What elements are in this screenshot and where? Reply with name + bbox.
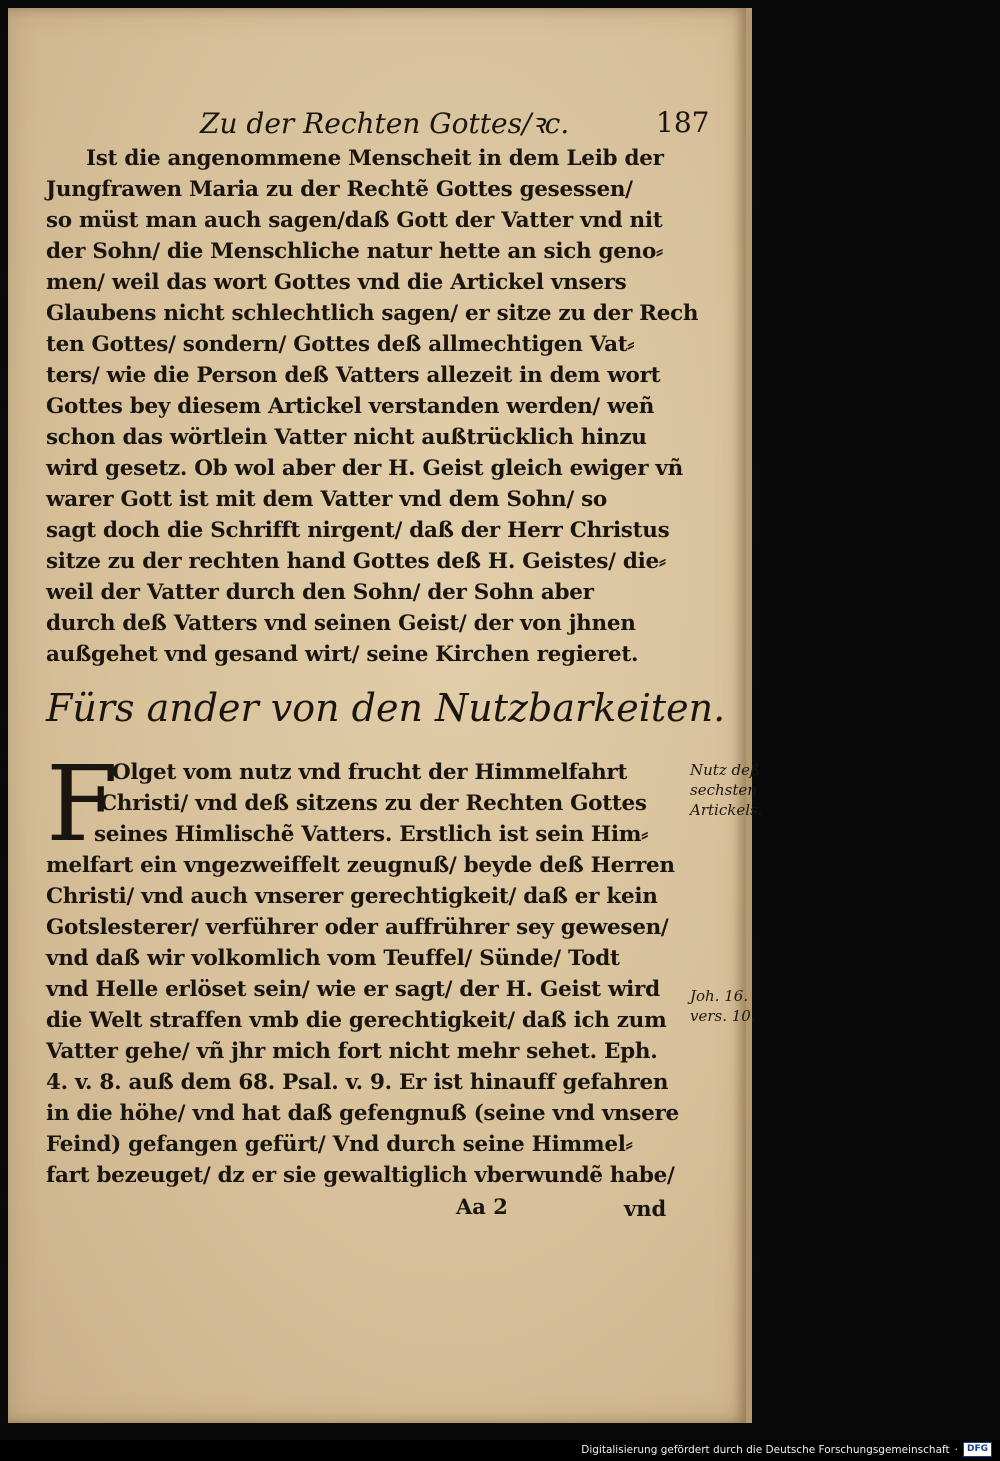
text-line: schon das wörtlein Vatter nicht außtrücklich hinzu [46,425,647,450]
text-line: Glaubens nicht schlechtlich sagen/ er sitze zu der Rech [46,301,699,326]
text-line: so müst man auch sagen/daß Gott der Vatter vnd nit [46,208,663,233]
text-line: warer Gott ist mit dem Vatter vnd dem Sohn/ so [46,487,607,512]
text-line: ters/ wie die Person deß Vatters allezeit in dem wort [46,363,661,388]
text-line: Feind) gefangen gefürt/ Vnd durch seine Himmel⸗ [46,1132,633,1157]
separator-dot: · [954,1443,958,1456]
margin-note [690,986,756,1026]
text-line: Christi/ vnd deß sitzens zu der Rechten Gottes [100,791,647,816]
margin-note-line: Artickels. [690,801,763,819]
text-line: Christi/ vnd auch vnserer gerechtigkeit/ daß er kein [46,884,658,909]
text-line: melfart ein vngezweiffelt zeugnuß/ beyde deß Herren [46,853,675,878]
text-line: außgehet vnd gesand wirt/ seine Kirchen regieret. [46,642,639,667]
margin-note-line: Joh. 16. [690,987,749,1005]
text-line: Vatter gehe/ vñ jhr mich fort nicht mehr sehet. Eph. [46,1039,658,1064]
text-line: durch deß Vatters vnd seinen Geist/ der von jhnen [46,611,636,636]
margin-note-line: sechsten [690,781,757,799]
funding-footer [581,1442,992,1457]
text-line: men/ weil das wort Gottes vnd die Artickel vnsers [46,270,627,295]
text-line: wird gesetz. Ob wol aber der H. Geist gleich ewiger vñ [46,456,683,481]
text-line: die Welt straffen vmb die gerechtigkeit/ daß ich zum [46,1008,667,1033]
section-heading: Fürs ander von den Nutzbarkeiten. [46,686,726,730]
page-number: 187 [656,106,710,139]
text-line: Jungfrawen Maria zu der Rechtẽ Gottes gesessen/ [46,177,633,202]
margin-note [690,760,762,820]
catchword: vnd [624,1196,667,1221]
dfg-logo: DFG [963,1442,992,1457]
running-head: Zu der Rechten Gottes/ꝛc. [200,107,570,140]
text-line: in die höhe/ vnd hat daß gefengnuß (seine vnd vnsere [46,1101,679,1126]
text-line: vnd daß wir volkomlich vom Teuffel/ Sünde/ Todt [46,946,620,971]
footer-text: Digitalisierung gefördert durch die Deutsche Forschungsgemeinschaft [581,1443,950,1456]
text-line: Ist die angenommene Menscheit in dem Leib der [86,146,664,171]
drop-cap: F [46,743,119,865]
margin-note-line: Nutz deß [690,761,760,779]
text-line: seines Himlischẽ Vatters. Erstlich ist sein Him⸗ [94,822,649,847]
text-line: Gotslesterer/ verführer oder auffrührer sey gewesen/ [46,915,669,940]
margin-note-line: vers. 10. [690,1007,756,1025]
text-line: 4. v. 8. auß dem 68. Psal. v. 9. Er ist hinauff gefahren [46,1070,669,1095]
text-line: der Sohn/ die Menschliche natur hette an sich geno⸗ [46,239,663,264]
page-edge [746,8,752,1423]
text-line: weil der Vatter durch den Sohn/ der Sohn aber [46,580,594,605]
text-line: fart bezeuget/ dz er sie gewaltiglich vberwundẽ habe/ [46,1163,675,1188]
text-line: sagt doch die Schrifft nirgent/ daß der Herr Christus [46,518,670,543]
text-line: ten Gottes/ sondern/ Gottes deß allmechtigen Vat⸗ [46,332,635,357]
signature-mark: Aa 2 [456,1194,508,1219]
text-line: Olget vom nutz vnd frucht der Himmelfahrt [112,760,628,785]
text-line: vnd Helle erlöset sein/ wie er sagt/ der H. Geist wird [46,977,660,1002]
text-line: sitze zu der rechten hand Gottes deß H. Geistes/ die⸗ [46,549,666,574]
text-line: Gottes bey diesem Artickel verstanden werden/ weñ [46,394,655,419]
